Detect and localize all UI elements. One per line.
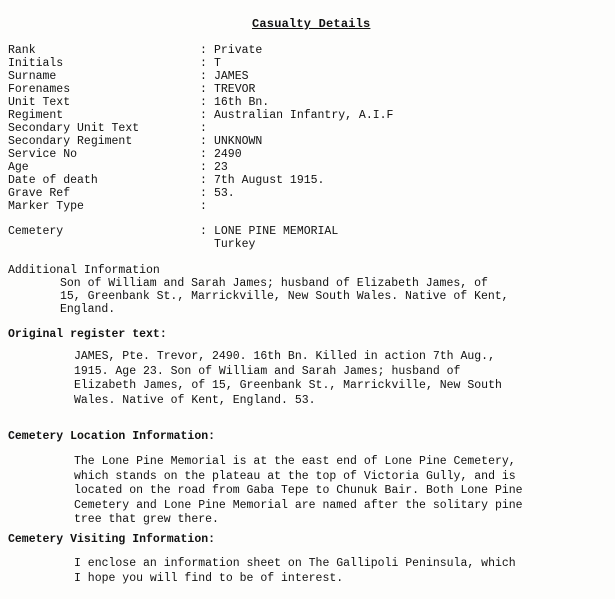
field-value: T [214,57,221,70]
field-value: 23 [214,161,228,174]
field-colon: : [200,83,207,96]
original-register-text [74,350,604,408]
field-value: 16th Bn. [214,96,270,109]
field-colon: : [200,70,207,83]
field-colon: : [200,174,207,187]
field-colon: : [200,161,207,174]
field-label: Age [8,161,29,174]
field-value: UNKNOWN [214,135,263,148]
field-colon: : [200,187,207,200]
text-line: 1915. Age 23. Son of William and Sarah James; husband of [74,364,461,378]
field-value: Private [214,44,263,57]
text-line: 15, Greenbank St., Marrickville, New South Wales. Native of Kent, [60,290,509,303]
additional-information-heading: Additional Information [8,264,160,277]
field-label: Service No [8,148,78,161]
field-value: 2490 [214,148,242,161]
field-row-grave-ref [8,187,608,200]
field-row-secondary-unit-text [8,122,608,135]
field-row-initials [8,57,608,70]
text-line: The Lone Pine Memorial is at the east end of Lone Pine Cemetery, [74,455,516,468]
field-colon: : [200,135,207,148]
field-row-surname [8,70,608,83]
original-register-heading: Original register text: [8,328,167,341]
field-colon: : [200,148,207,161]
field-label: Surname [8,70,57,83]
text-line: I enclose an information sheet on The Gallipoli Peninsula, which [74,557,516,570]
field-row-unit-text [8,96,608,109]
field-label: Unit Text [8,96,71,109]
field-row-marker-type [8,200,608,213]
field-value: TREVOR [214,83,256,96]
field-row-date-of-death [8,174,608,187]
field-label: Marker Type [8,200,84,213]
text-line: tree that grew there. [74,513,219,526]
field-label: Date of death [8,174,98,187]
text-line: England. [60,303,116,316]
field-value: 53. [214,187,235,200]
cemetery-location-heading: Cemetery Location Information: [8,430,216,443]
field-row-secondary-regiment [8,135,608,148]
text-line: Cemetery and Lone Pine Memorial are named after the solitary pine [74,498,523,512]
field-colon: : [200,122,207,135]
text-line: I hope you will find to be of interest. [74,571,344,585]
cemetery-name: LONE PINE MEMORIAL [214,225,339,238]
cemetery-visiting-text [74,557,604,586]
cemetery-location-text [74,455,604,528]
field-value: 7th August 1915. [214,174,325,187]
field-label: Secondary Regiment [8,135,133,148]
field-row-forenames [8,83,608,96]
field-value: JAMES [214,70,249,83]
field-row-cemetery [8,225,608,238]
field-label: Grave Ref [8,187,71,200]
field-label: Initials [8,57,64,70]
field-label: Cemetery [8,225,64,238]
field-row-rank [8,44,608,57]
field-row-service-no [8,148,608,161]
field-label: Regiment [8,109,64,122]
additional-information-text [60,277,600,316]
text-line: Son of William and Sarah James; husband of Elizabeth James, of [60,277,488,290]
text-line: Elizabeth James, of 15, Greenbank St., Marrickville, New South [74,379,502,392]
field-label: Forenames [8,83,71,96]
field-colon: : [200,44,207,57]
field-row-regiment [8,109,608,122]
field-colon: : [200,200,207,213]
text-line: Wales. Native of Kent, England. 53. [74,393,316,407]
text-line: JAMES, Pte. Trevor, 2490. 16th Bn. Killed in action 7th Aug., [74,350,495,363]
text-line: which stands on the plateau at the top of Victoria Gully, and is [74,469,516,483]
field-colon: : [200,109,207,122]
cemetery-field [8,225,608,251]
field-colon: : [200,57,207,70]
document-title: Casualty Details [252,17,371,31]
field-colon: : [200,225,207,238]
text-line: located on the road from Gaba Tepe to Chunuk Bair. Both Lone Pine [74,484,523,497]
field-label: Secondary Unit Text [8,122,140,135]
field-label: Rank [8,44,36,57]
cemetery-visiting-heading: Cemetery Visiting Information: [8,533,216,546]
casualty-fields [8,44,608,213]
cemetery-country: Turkey [214,238,256,251]
field-value: Australian Infantry, A.I.F [214,109,394,122]
field-row-age [8,161,608,174]
field-colon: : [200,96,207,109]
